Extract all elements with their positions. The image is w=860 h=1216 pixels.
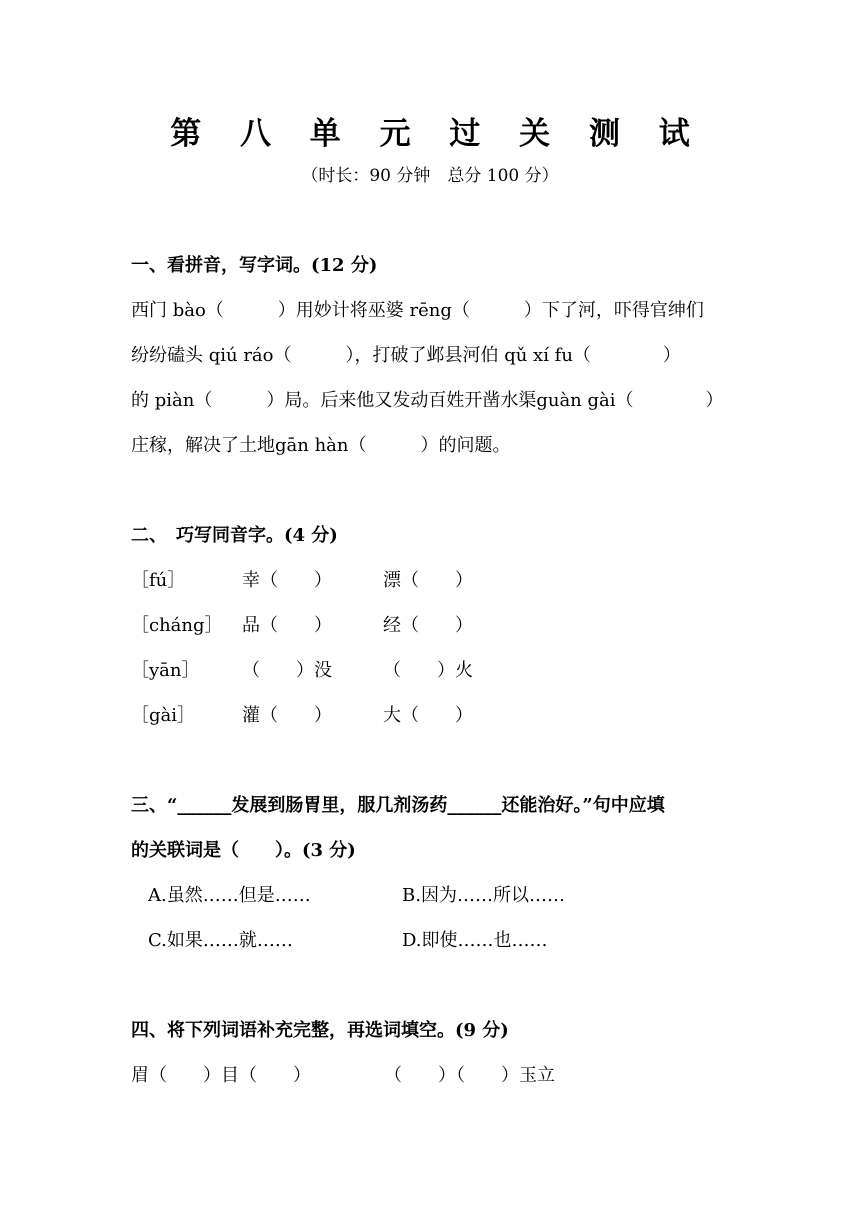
- page-subtitle: （时长：90 分钟 总分 100 分）: [301, 166, 559, 186]
- section1-heading: 一、看拼音，写字词。(12 分): [131, 255, 378, 276]
- homophone-blank: （ ）没: [242, 660, 332, 681]
- homophone-blank: 经（ ）: [383, 615, 473, 636]
- section3-heading: 三、“______发展到肠胃里，服几剂汤药______还能治好。”句中应填: [131, 795, 665, 816]
- choice-option: A.虽然……但是……: [148, 885, 311, 906]
- section1-line: 的 piàn（ ）局。后来他又发动百姓开凿水渠guàn gài（ ）: [131, 390, 724, 411]
- homophone-blank: 大（ ）: [383, 705, 473, 726]
- section4-heading: 四、将下列词语补充完整，再选词填空。(9 分): [131, 1020, 509, 1041]
- homophone-blank: （ ）火: [383, 660, 473, 681]
- homophone-pinyin: ［yān］: [131, 660, 200, 681]
- homophone-blank: 灌（ ）: [242, 705, 332, 726]
- section1-line: 庄稼，解决了土地gān hàn（ ）的问题。: [131, 435, 511, 456]
- homophone-blank: 幸（ ）: [242, 570, 332, 591]
- section3-heading-cont: 的关联词是（ ）。(3 分): [131, 840, 356, 861]
- idiom-blank: （ ）（ ）玉立: [384, 1065, 555, 1086]
- homophone-pinyin: ［gài］: [131, 705, 196, 726]
- section2-heading: 二、 巧写同音字。(4 分): [131, 525, 338, 546]
- page-title: 第 八 单 元 过 关 测 试: [170, 116, 704, 152]
- section1-line: 西门 bào（ ）用妙计将巫婆 rēng（ ）下了河，吓得官绅们: [131, 300, 704, 321]
- section1-line: 纷纷磕头 qiú ráo（ ），打破了邺县河伯 qǔ xí fu（ ）: [131, 345, 681, 366]
- choice-option: C.如果……就……: [148, 930, 293, 951]
- idiom-blank: 眉（ ）目（ ）: [131, 1065, 311, 1086]
- homophone-blank: 漂（ ）: [383, 570, 473, 591]
- choice-option: D.即使……也……: [402, 930, 548, 951]
- homophone-pinyin: ［cháng］: [131, 615, 223, 636]
- homophone-blank: 品（ ）: [242, 615, 332, 636]
- choice-option: B.因为……所以……: [402, 885, 565, 906]
- homophone-pinyin: ［fú］: [131, 570, 186, 591]
